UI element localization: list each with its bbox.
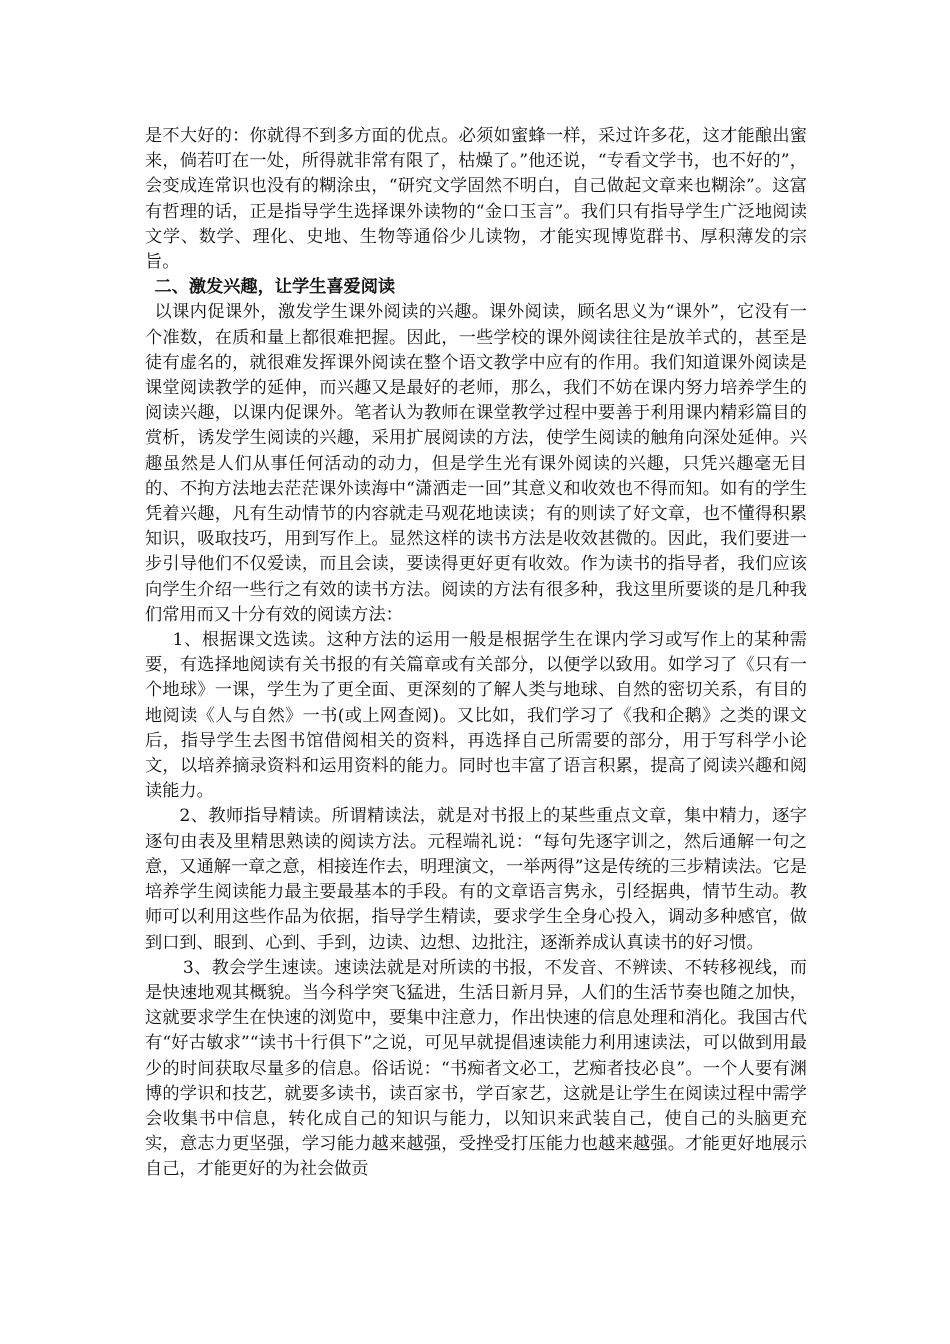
body-paragraph-method-1: 1、根据课文选读。这种方法的运用一般是根据学生在课内学习或写作上的某种需要，有选择地阅读有关书报的有关篇章或有关部分，以便学以致用。如学习了《只有一个地球》一课，学生为了更全面、更深刻的了解人类与地球、自然的密切关系，有目的地阅读《人与自然》一书(或上网查阅)。又比如，我们学习了《我和企鹅》之类的课文后，指导学生去图书馆借阅相关的资料，再选择自己所需要的部分，用于写科学小论文，以培养摘录资料和运用资料的能力。同时也丰富了语言积累，提高了阅读兴趣和阅读能力。 [145, 630, 807, 802]
document-page [145, 124, 807, 1183]
body-paragraph-continuation: 是不大好的：你就得不到多方面的优点。必须如蜜蜂一样，采过许多花，这才能酿出蜜来，倘若叮在一处，所得就非常有限了，枯燥了。”他还说，“专看文学书，也不好的”，会变成连常识也没有的糊涂虫，“研究文学固然不明白，自己做起文章来也糊涂”。这富有哲理的话，正是指导学生选择课外读物的“金口玉言”。我们只有指导学生广泛地阅读文学、数学、理化、史地、生物等通俗少儿读物，才能实现博览群书、厚积薄发的宗旨。 [145, 126, 807, 273]
body-paragraph-method-3: 3、教会学生速读。速读法就是对所读的书报，不发音、不辨读、不转移视线，而是快速地观其概貌。当今科学突飞猛进，生活日新月异，人们的生活节奏也随之加快，这就要求学生在快速的浏览中，要集中注意力，作出快速的信息处理和消化。我国古代有“好古敏求”“读书十行俱下”之说，可见早就提倡速读能力利用速读法，可以做到用最少的时间获取尽量多的信息。俗话说：“书痴者文必工，艺痴者技必良”。一个人要有渊博的学识和技艺，就要多读书，读百家书，学百家艺，这就是让学生在阅读过程中需学会收集书中信息，转化成自己的知识与能力，以知识来武装自己，使自己的头脑更充实，意志力更坚强，学习能力越来越强，受挫受打压能力也越来越强。才能更好地展示自己，才能更好的为社会做贡 [145, 957, 807, 1180]
body-paragraph-intro: 以课内促课外，激发学生课外阅读的兴趣。课外阅读，顾名思义为“课外”，它没有一个准数，在质和量上都很难把握。因此，一些学校的课外阅读往往是放羊式的，甚至是徒有虚名的，就很难发挥课外阅读在整个语文教学中应有的作用。我们知道课外阅读是课堂阅读教学的延伸，而兴趣又是最好的老师，那么，我们不妨在课内努力培养学生的阅读兴趣，以课内促课外。笔者认为教师在课堂教学过程中要善于利用课内精彩篇目的赏析，诱发学生阅读的兴趣，采用扩展阅读的方法，使学生阅读的触角向深处延伸。兴趣虽然是人们从事任何活动的动力，但是学生光有课外阅读的兴趣，只凭兴趣毫无目的、不拘方法地去茫茫课外读海中“潇洒走一回”其意义和收效也不得而知。如有的学生凭着兴趣，凡有生动情节的内容就走马观花地读读；有的则读了好文章，也不懂得积累知识，吸取技巧，用到写作上。显然这样的读书方法是收效甚微的。因此，我们要进一步引导他们不仅爱读，而且会读，要读得更好更有收效。作为读书的指导者，我们应该向学生介绍一些行之有效的读书方法。阅读的方法有很多种，我这里所要谈的是几种我们常用而又十分有效的阅读方法： [145, 302, 807, 625]
body-paragraph-method-2: 2、教师指导精读。所谓精读法，就是对书报上的某些重点文章，集中精力，逐字逐句由表及里精思熟读的阅读方法。元程端礼说：“每句先逐字训之，然后通解一句之意，又通解一章之意，相接连作去，明理演文，一举两得”这是传统的三步精读法。它是培养学生阅读能力最主要最基本的手段。有的文章语言隽永，引经据典，情节生动。教师可以利用这些作品为依据，指导学生精读，要求学生全身心投入，调动多种感官，做到口到、眼到、心到、手到，边读、边想、边批注，逐渐养成认真读书的好习惯。 [145, 806, 807, 953]
section-heading: 二、激发兴趣，让学生喜爱阅读 [154, 277, 396, 298]
